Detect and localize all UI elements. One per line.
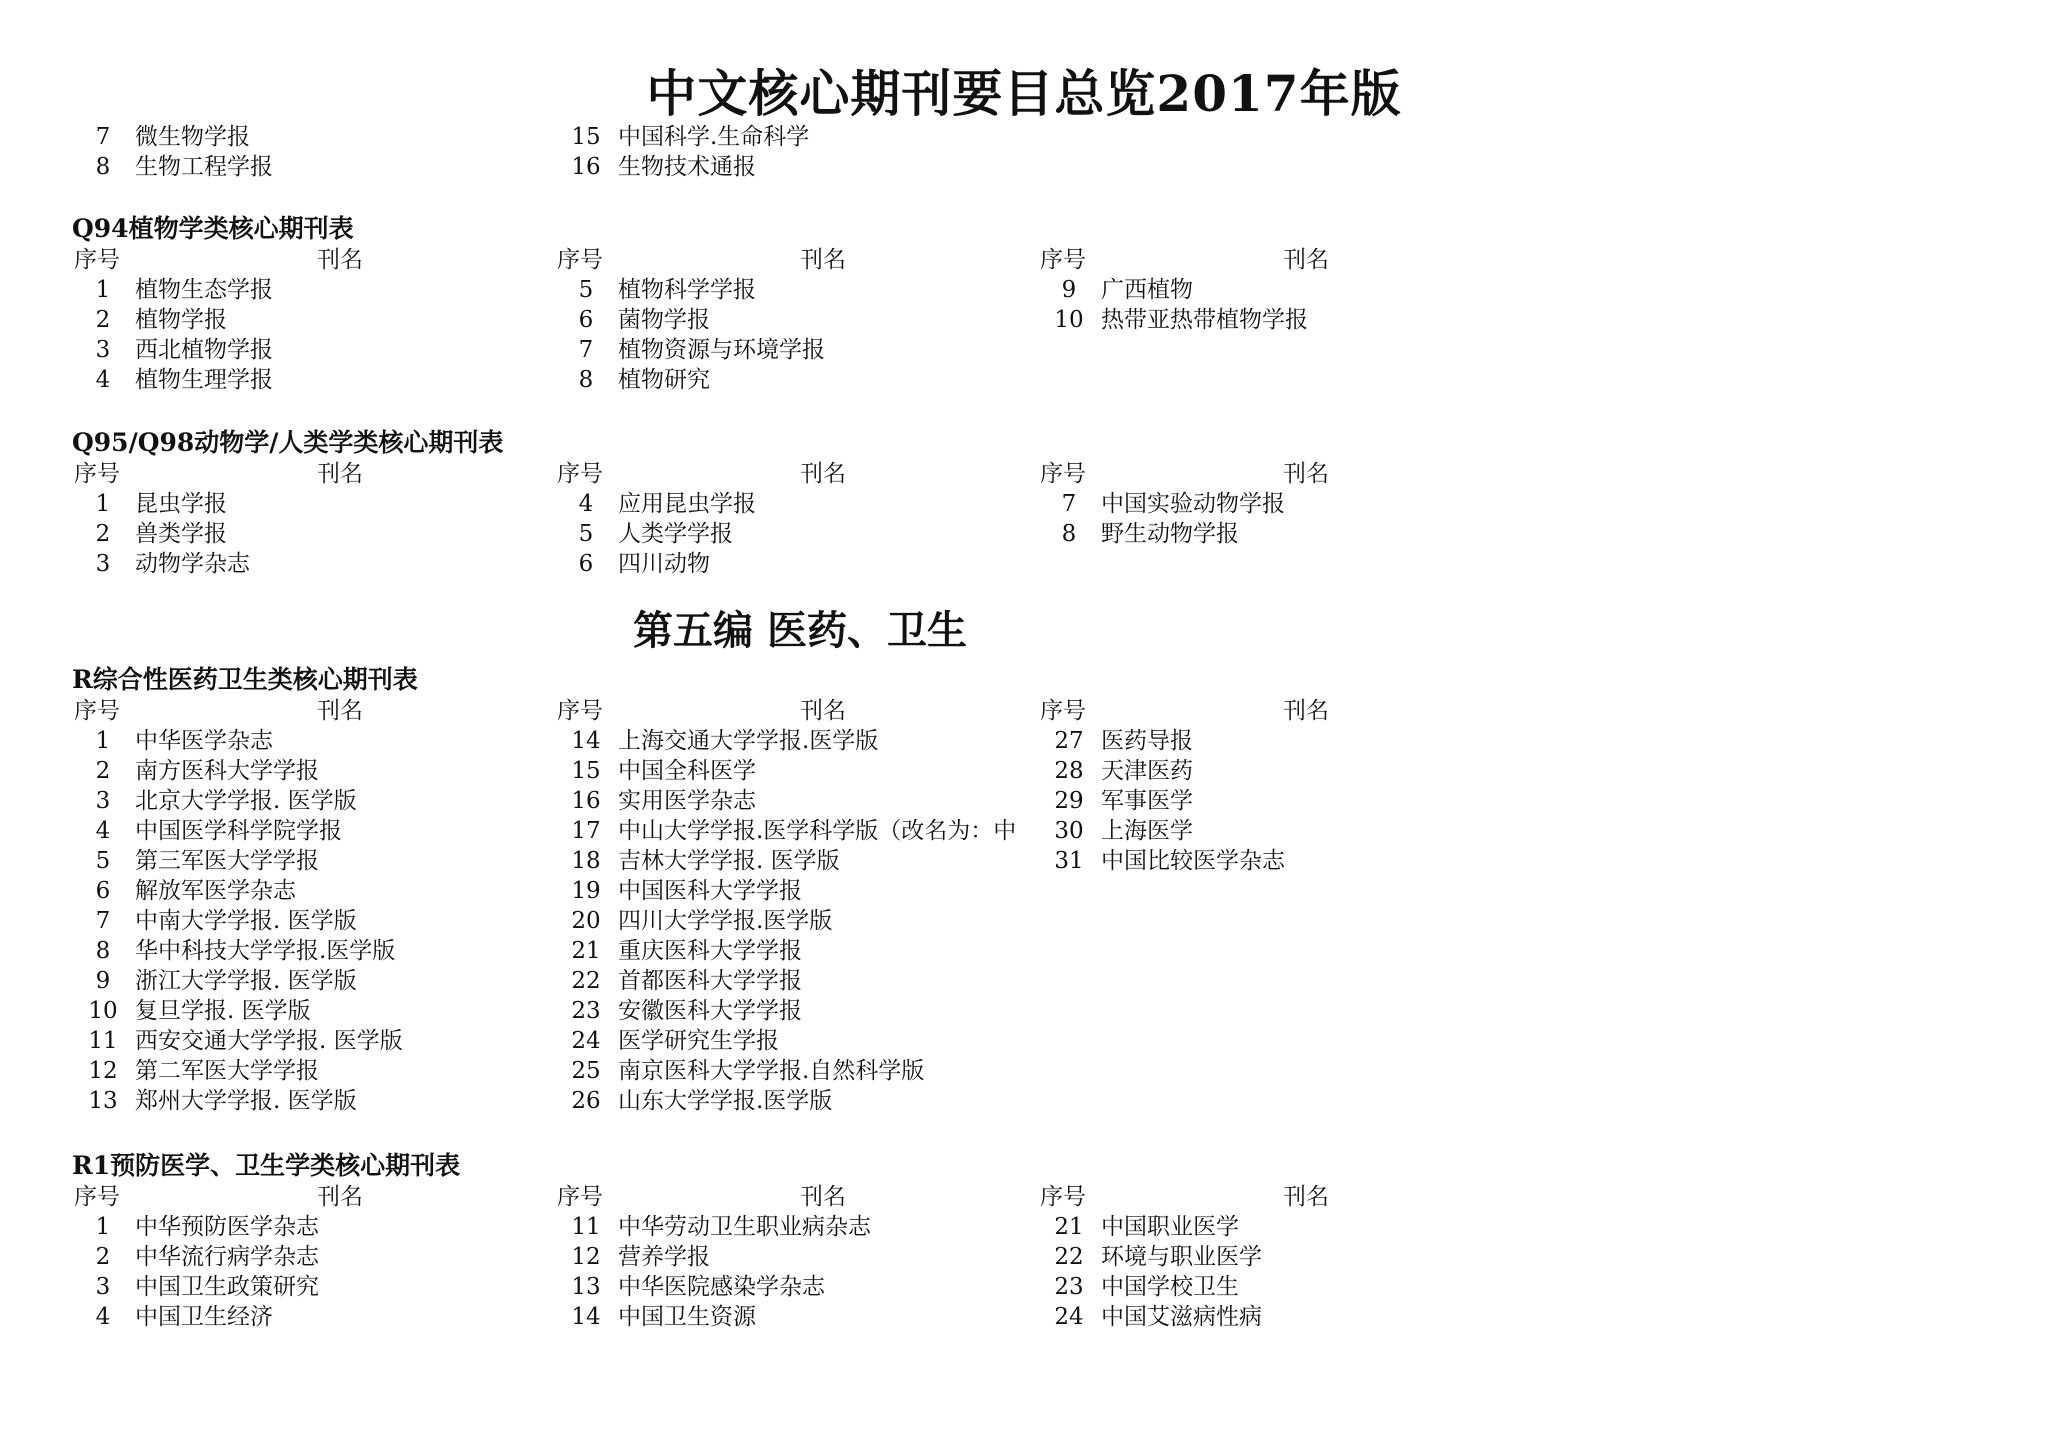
journal-name: 南方医科大学学报 bbox=[135, 758, 319, 784]
table-row bbox=[555, 1272, 1038, 1302]
row-number: 1 bbox=[95, 277, 111, 303]
table-row bbox=[72, 152, 555, 182]
journal-name: 兽类学报 bbox=[135, 521, 227, 547]
journal-name: 营养学报 bbox=[618, 1244, 710, 1270]
row-number: 26 bbox=[571, 1088, 601, 1114]
journal-name: 中国医学科学院学报 bbox=[135, 818, 342, 844]
table-row bbox=[555, 1086, 1038, 1116]
row-number: 27 bbox=[1054, 728, 1084, 754]
table-column bbox=[555, 1182, 1038, 1332]
table-row bbox=[72, 365, 555, 395]
table-column bbox=[555, 122, 1038, 182]
row-number: 5 bbox=[578, 277, 594, 303]
journal-name: 中华劳动卫生职业病杂志 bbox=[618, 1214, 871, 1240]
table-section-r1 bbox=[72, 1150, 1521, 1332]
column-header bbox=[1038, 1182, 1521, 1212]
table-row bbox=[1038, 1242, 1521, 1272]
row-number: 6 bbox=[578, 307, 594, 333]
table-row bbox=[72, 786, 555, 816]
table-row bbox=[72, 122, 555, 152]
journal-name: 人类学学报 bbox=[618, 521, 733, 547]
header-name: 刊名 bbox=[317, 1184, 363, 1210]
journal-name: 中国比较医学杂志 bbox=[1101, 848, 1285, 874]
journal-name: 重庆医科大学学报 bbox=[618, 938, 802, 964]
journal-name: 军事医学 bbox=[1101, 788, 1193, 814]
journal-name: 中国卫生政策研究 bbox=[135, 1274, 319, 1300]
row-number: 23 bbox=[571, 998, 601, 1024]
row-number: 12 bbox=[88, 1058, 118, 1084]
row-number: 3 bbox=[95, 788, 111, 814]
row-number: 20 bbox=[571, 908, 601, 934]
row-number: 1 bbox=[95, 728, 111, 754]
row-number: 7 bbox=[95, 124, 111, 150]
row-number: 16 bbox=[571, 788, 601, 814]
journal-name: 中国职业医学 bbox=[1101, 1214, 1239, 1240]
header-no: 序号 bbox=[1040, 698, 1086, 724]
journal-name: 野生动物学报 bbox=[1101, 521, 1239, 547]
table-row bbox=[1038, 275, 1521, 305]
header-name: 刊名 bbox=[1283, 698, 1329, 724]
journal-name: 中国全科医学 bbox=[618, 758, 756, 784]
journal-name: 解放军医学杂志 bbox=[135, 878, 296, 904]
journal-name: 中国学校卫生 bbox=[1101, 1274, 1239, 1300]
row-number: 21 bbox=[571, 938, 601, 964]
table-row bbox=[555, 489, 1038, 519]
table-row bbox=[555, 726, 1038, 756]
table-column bbox=[1038, 459, 1521, 579]
journal-name: 生物技术通报 bbox=[618, 154, 756, 180]
journal-name: 环境与职业医学 bbox=[1101, 1244, 1262, 1270]
header-name: 刊名 bbox=[800, 698, 846, 724]
journal-name: 首都医科大学学报 bbox=[618, 968, 802, 994]
header-no: 序号 bbox=[557, 1184, 603, 1210]
journal-name: 华中科技大学学报.医学版 bbox=[135, 938, 396, 964]
table-row bbox=[555, 876, 1038, 906]
table-row bbox=[72, 335, 555, 365]
column-header bbox=[555, 459, 1038, 489]
column-header bbox=[1038, 696, 1521, 726]
table-row bbox=[1038, 1272, 1521, 1302]
journal-name: 热带亚热带植物学报 bbox=[1101, 307, 1308, 333]
journal-name: 昆虫学报 bbox=[135, 491, 227, 517]
table-row bbox=[1038, 816, 1521, 846]
continuation-table bbox=[72, 122, 1521, 182]
header-no: 序号 bbox=[1040, 461, 1086, 487]
journal-name: 医学研究生学报 bbox=[618, 1028, 779, 1054]
row-number: 1 bbox=[95, 1214, 111, 1240]
row-number: 8 bbox=[95, 154, 111, 180]
journal-name: 中国卫生经济 bbox=[135, 1304, 273, 1330]
journal-name: 中华流行病学杂志 bbox=[135, 1244, 319, 1270]
row-number: 7 bbox=[95, 908, 111, 934]
header-no: 序号 bbox=[1040, 1184, 1086, 1210]
row-number: 15 bbox=[571, 758, 601, 784]
section-title: Q94植物学类核心期刊表 bbox=[72, 214, 354, 243]
journal-name: 中华医院感染学杂志 bbox=[618, 1274, 825, 1300]
row-number: 24 bbox=[571, 1028, 601, 1054]
journal-name: 吉林大学学报. 医学版 bbox=[618, 848, 840, 874]
table-row bbox=[555, 305, 1038, 335]
journal-name: 上海医学 bbox=[1101, 818, 1193, 844]
header-no: 序号 bbox=[1040, 247, 1086, 273]
row-number: 22 bbox=[571, 968, 601, 994]
table-row bbox=[72, 549, 555, 579]
table-row bbox=[555, 122, 1038, 152]
row-number: 14 bbox=[571, 728, 601, 754]
journal-name: 中南大学学报. 医学版 bbox=[135, 908, 357, 934]
row-number: 2 bbox=[95, 1244, 111, 1270]
header-name: 刊名 bbox=[800, 461, 846, 487]
column-header bbox=[555, 696, 1038, 726]
journal-name: 动物学杂志 bbox=[135, 551, 250, 577]
journal-name: 复旦学报. 医学版 bbox=[135, 998, 311, 1024]
journal-name: 第二军医大学学报 bbox=[135, 1058, 319, 1084]
row-number: 6 bbox=[578, 551, 594, 577]
table-row bbox=[1038, 1302, 1521, 1332]
table-row bbox=[555, 966, 1038, 996]
journal-name: 植物学报 bbox=[135, 307, 227, 333]
table-row bbox=[72, 1302, 555, 1332]
section-title: R综合性医药卫生类核心期刊表 bbox=[72, 665, 418, 694]
table-row bbox=[72, 846, 555, 876]
journal-name: 植物研究 bbox=[618, 367, 710, 393]
row-number: 1 bbox=[95, 491, 111, 517]
header-no: 序号 bbox=[557, 247, 603, 273]
table-section-r bbox=[72, 664, 1521, 1116]
header-name: 刊名 bbox=[800, 247, 846, 273]
table-column bbox=[555, 245, 1038, 395]
table-row bbox=[72, 906, 555, 936]
row-number: 7 bbox=[578, 337, 594, 363]
table-row bbox=[72, 1026, 555, 1056]
table-column bbox=[555, 696, 1038, 1116]
journal-name: 中山大学学报.医学科学版（改名为：中 bbox=[618, 818, 1017, 844]
table-row bbox=[555, 996, 1038, 1026]
header-name: 刊名 bbox=[1283, 1184, 1329, 1210]
table-row bbox=[555, 365, 1038, 395]
journal-name: 天津医药 bbox=[1101, 758, 1193, 784]
row-number: 18 bbox=[571, 848, 601, 874]
journal-name: 广西植物 bbox=[1101, 277, 1193, 303]
table-column bbox=[72, 696, 555, 1116]
row-number: 12 bbox=[571, 1244, 601, 1270]
journal-name: 植物资源与环境学报 bbox=[618, 337, 825, 363]
table-row bbox=[555, 1056, 1038, 1086]
row-number: 2 bbox=[95, 521, 111, 547]
table-row bbox=[555, 275, 1038, 305]
table-row bbox=[72, 275, 555, 305]
table-row bbox=[72, 519, 555, 549]
table-column bbox=[1038, 1182, 1521, 1332]
journal-name: 中华医学杂志 bbox=[135, 728, 273, 754]
table-row bbox=[72, 305, 555, 335]
table-row bbox=[555, 1212, 1038, 1242]
table-row bbox=[72, 489, 555, 519]
journal-name: 医药导报 bbox=[1101, 728, 1193, 754]
row-number: 14 bbox=[571, 1304, 601, 1330]
row-number: 11 bbox=[571, 1214, 601, 1240]
table-row bbox=[555, 906, 1038, 936]
journal-name: 中国卫生资源 bbox=[618, 1304, 756, 1330]
page-title: 中文核心期刊要目总览2017年版 bbox=[646, 64, 1402, 123]
row-number: 10 bbox=[1054, 307, 1084, 333]
column-header bbox=[72, 1182, 555, 1212]
header-no: 序号 bbox=[74, 247, 120, 273]
journal-name: 第三军医大学学报 bbox=[135, 848, 319, 874]
table-row bbox=[555, 1026, 1038, 1056]
row-number: 7 bbox=[1061, 491, 1077, 517]
table-column bbox=[555, 459, 1038, 579]
column-header bbox=[72, 696, 555, 726]
table-row bbox=[72, 1212, 555, 1242]
row-number: 15 bbox=[571, 124, 601, 150]
table-row bbox=[1038, 726, 1521, 756]
journal-name: 中国实验动物学报 bbox=[1101, 491, 1285, 517]
row-number: 6 bbox=[95, 878, 111, 904]
table-row bbox=[72, 726, 555, 756]
row-number: 11 bbox=[88, 1028, 118, 1054]
row-number: 2 bbox=[95, 758, 111, 784]
row-number: 2 bbox=[95, 307, 111, 333]
row-number: 3 bbox=[95, 1274, 111, 1300]
row-number: 9 bbox=[1061, 277, 1077, 303]
header-name: 刊名 bbox=[1283, 461, 1329, 487]
header-name: 刊名 bbox=[317, 461, 363, 487]
table-row bbox=[555, 1242, 1038, 1272]
header-no: 序号 bbox=[557, 698, 603, 724]
table-column bbox=[1038, 245, 1521, 395]
row-number: 17 bbox=[571, 818, 601, 844]
column-header bbox=[1038, 459, 1521, 489]
journal-name: 山东大学学报.医学版 bbox=[618, 1088, 833, 1114]
table-column bbox=[1038, 696, 1521, 1116]
table-row bbox=[1038, 1212, 1521, 1242]
journal-name: 安徽医科大学学报 bbox=[618, 998, 802, 1024]
row-number: 3 bbox=[95, 551, 111, 577]
table-row bbox=[555, 786, 1038, 816]
journal-name: 中国医科大学学报 bbox=[618, 878, 802, 904]
row-number: 5 bbox=[95, 848, 111, 874]
column-header bbox=[72, 245, 555, 275]
row-number: 4 bbox=[578, 491, 594, 517]
journal-name: 微生物学报 bbox=[135, 124, 250, 150]
journal-name: 四川大学学报.医学版 bbox=[618, 908, 833, 934]
table-column bbox=[72, 122, 555, 182]
table-row bbox=[72, 966, 555, 996]
journal-name: 上海交通大学学报.医学版 bbox=[618, 728, 879, 754]
journal-name: 植物科学学报 bbox=[618, 277, 756, 303]
journal-name: 植物生态学报 bbox=[135, 277, 273, 303]
column-header bbox=[72, 459, 555, 489]
table-row bbox=[72, 936, 555, 966]
journal-name: 中国艾滋病性病 bbox=[1101, 1304, 1262, 1330]
row-number: 5 bbox=[578, 521, 594, 547]
row-number: 10 bbox=[88, 998, 118, 1024]
journal-name: 西北植物学报 bbox=[135, 337, 273, 363]
journal-name: 实用医学杂志 bbox=[618, 788, 756, 814]
table-row bbox=[1038, 756, 1521, 786]
table-column bbox=[72, 1182, 555, 1332]
table-row bbox=[555, 756, 1038, 786]
row-number: 30 bbox=[1054, 818, 1084, 844]
table-row bbox=[1038, 846, 1521, 876]
row-number: 8 bbox=[578, 367, 594, 393]
row-number: 24 bbox=[1054, 1304, 1084, 1330]
journal-name: 北京大学学报. 医学版 bbox=[135, 788, 357, 814]
table-section-q94 bbox=[72, 213, 1521, 395]
row-number: 16 bbox=[571, 154, 601, 180]
table-row bbox=[1038, 489, 1521, 519]
row-number: 4 bbox=[95, 1304, 111, 1330]
table-row bbox=[555, 152, 1038, 182]
journal-name: 中国科学.生命科学 bbox=[618, 124, 810, 150]
table-column bbox=[72, 245, 555, 395]
row-number: 13 bbox=[88, 1088, 118, 1114]
table-row bbox=[72, 756, 555, 786]
table-row bbox=[555, 846, 1038, 876]
section-title: Q95/Q98动物学/人类学类核心期刊表 bbox=[72, 428, 504, 457]
table-row bbox=[555, 335, 1038, 365]
header-no: 序号 bbox=[74, 461, 120, 487]
header-no: 序号 bbox=[74, 1184, 120, 1210]
table-row bbox=[1038, 305, 1521, 335]
table-section-q95-q98 bbox=[72, 427, 1521, 579]
journal-name: 浙江大学学报. 医学版 bbox=[135, 968, 357, 994]
header-name: 刊名 bbox=[1283, 247, 1329, 273]
journal-name: 生物工程学报 bbox=[135, 154, 273, 180]
row-number: 21 bbox=[1054, 1214, 1084, 1240]
row-number: 22 bbox=[1054, 1244, 1084, 1270]
row-number: 4 bbox=[95, 367, 111, 393]
header-name: 刊名 bbox=[317, 247, 363, 273]
journal-name: 四川动物 bbox=[618, 551, 710, 577]
section-title: R1预防医学、卫生学类核心期刊表 bbox=[72, 1151, 461, 1180]
row-number: 23 bbox=[1054, 1274, 1084, 1300]
journal-name: 西安交通大学学报. 医学版 bbox=[135, 1028, 403, 1054]
part-title: 第五编 医药、卫生 bbox=[633, 607, 967, 654]
table-row bbox=[555, 816, 1038, 846]
row-number: 4 bbox=[95, 818, 111, 844]
row-number: 31 bbox=[1054, 848, 1084, 874]
row-number: 29 bbox=[1054, 788, 1084, 814]
table-row bbox=[72, 876, 555, 906]
table-column bbox=[1038, 122, 1521, 182]
row-number: 13 bbox=[571, 1274, 601, 1300]
table-row bbox=[72, 1056, 555, 1086]
journal-name: 郑州大学学报. 医学版 bbox=[135, 1088, 357, 1114]
row-number: 9 bbox=[95, 968, 111, 994]
table-row bbox=[72, 1086, 555, 1116]
journal-name: 中华预防医学杂志 bbox=[135, 1214, 319, 1240]
table-row bbox=[555, 936, 1038, 966]
row-number: 8 bbox=[1061, 521, 1077, 547]
table-row bbox=[555, 519, 1038, 549]
row-number: 3 bbox=[95, 337, 111, 363]
header-no: 序号 bbox=[557, 461, 603, 487]
table-row bbox=[72, 996, 555, 1026]
row-number: 28 bbox=[1054, 758, 1084, 784]
column-header bbox=[555, 245, 1038, 275]
journal-name: 南京医科大学学报.自然科学版 bbox=[618, 1058, 925, 1084]
table-column bbox=[72, 459, 555, 579]
row-number: 19 bbox=[571, 878, 601, 904]
header-no: 序号 bbox=[74, 698, 120, 724]
column-header bbox=[555, 1182, 1038, 1212]
row-number: 25 bbox=[571, 1058, 601, 1084]
table-row bbox=[1038, 786, 1521, 816]
table-row bbox=[72, 1242, 555, 1272]
journal-name: 植物生理学报 bbox=[135, 367, 273, 393]
table-row bbox=[72, 1272, 555, 1302]
column-header bbox=[1038, 245, 1521, 275]
header-name: 刊名 bbox=[317, 698, 363, 724]
journal-name: 菌物学报 bbox=[618, 307, 710, 333]
table-row bbox=[72, 816, 555, 846]
table-row bbox=[1038, 519, 1521, 549]
table-row bbox=[555, 549, 1038, 579]
header-name: 刊名 bbox=[800, 1184, 846, 1210]
table-row bbox=[555, 1302, 1038, 1332]
journal-name: 应用昆虫学报 bbox=[618, 491, 756, 517]
row-number: 8 bbox=[95, 938, 111, 964]
